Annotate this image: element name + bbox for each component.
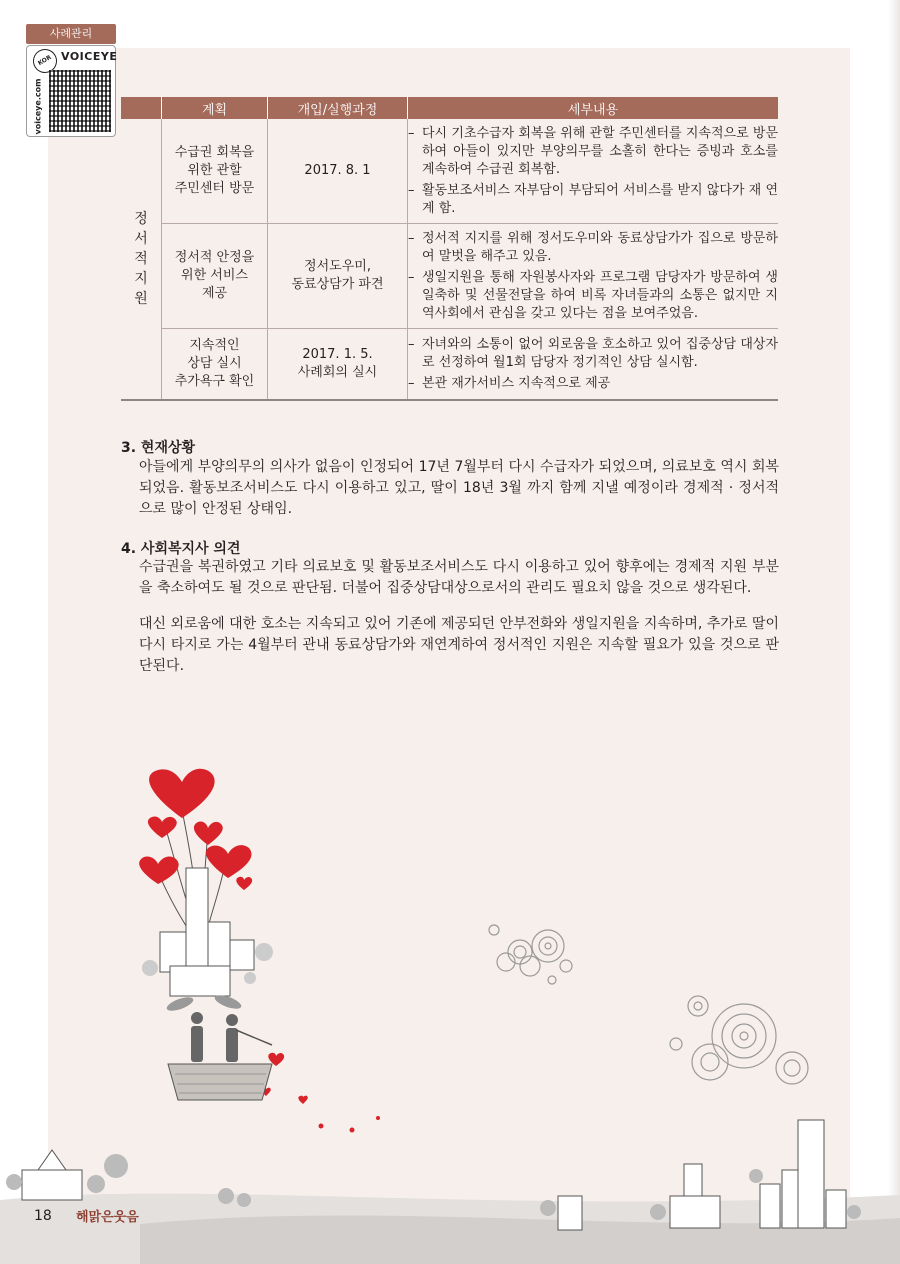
current-status-paragraph: 아들에게 부양의무의 의사가 없음이 인정되어 17년 7월부터 다시 수급자가 되었으며, 의료보호 역시 회복되었음. 활동보조서비스도 다시 이용하고 있고, 딸이 18년 3월 까지 함께 지낼 예정이라 경제적 · 정서적으로 많이 안정된 상태임. [139, 459, 779, 517]
swirl-circles [489, 925, 808, 1084]
heart-icon [149, 769, 215, 818]
plan-line: 추가욕구 확인 [174, 374, 255, 389]
plan-line: 주민센터 방문 [174, 181, 255, 196]
process-line: 2017. 8. 1 [304, 163, 371, 178]
detail-item: – 본관 재가서비스 지속적으로 제공 [408, 375, 611, 391]
plan-line: 정서적 안정을 [174, 250, 255, 265]
plan-line: 수급권 회복을 [174, 145, 255, 160]
city-skyline [0, 1120, 900, 1264]
detail-text: 정서적 지지를 위해 정서도우미와 동료상담가가 집으로 방문하여 말벗을 해주고 있음. [422, 230, 778, 264]
heart-icon [206, 845, 252, 878]
table-header-plan: 계획 [162, 97, 268, 119]
magazine-logo: 해맑은웃음 [76, 1210, 139, 1225]
detail-item: – 활동보조서비스 자부담이 부담되어 서비스를 받지 않다가 재 연계 함. [408, 182, 778, 216]
detail-text: 본관 재가서비스 지속적으로 제공 [422, 375, 611, 391]
heart-icon [148, 816, 177, 838]
detail-text: 활동보조서비스 자부담이 부담되어 서비스를 받지 않다가 재 연계 함. [422, 182, 778, 216]
section-tab: 사례관리 [26, 24, 116, 44]
heart-balloon-illustration [139, 769, 380, 1133]
process-line: 사례회의 실시 [297, 365, 378, 380]
heart-icon [298, 1096, 307, 1104]
category-label: 정서적지원 [134, 211, 148, 307]
process-line: 정서도우미, [304, 259, 371, 274]
detail-item: – 자녀와의 소통이 없어 외로움을 호소하고 있어 집중상담 대상자로 선정하여 월1회 담당자 정기적인 상담 실시함. [408, 336, 778, 370]
page-number: 18 [34, 1208, 52, 1224]
detail-text: 다시 기초수급자 회복을 위해 관할 주민센터를 지속적으로 방문하여 아들이 있지만 부양의무를 소홀히 한다는 증빙과 호소를 계속하여 수급권 회복함. [422, 125, 778, 177]
detail-item: – 다시 기초수급자 회복을 위해 관할 주민센터를 지속적으로 방문하여 아들이 있지만 부양의무를 소홀히 한다는 증빙과 호소를 계속하여 수급권 회복함. [408, 125, 778, 177]
detail-text: 자녀와의 소통이 없어 외로움을 호소하고 있어 집중상담 대상자로 선정하여 월1회 담당자 정기적인 상담 실시함. [422, 336, 778, 370]
heart-icon [194, 821, 223, 845]
heart-icon [139, 856, 178, 884]
process-line: 2017. 1. 5. [302, 347, 373, 362]
plan-line: 상담 실시 [187, 356, 242, 371]
plan-line: 위한 관할 [187, 163, 242, 178]
plan-line: 제공 [201, 286, 228, 301]
detail-text: 생일지원을 통해 자원봉사자와 프로그램 담당자가 방문하여 생일축하 및 선물전달을 하여 비록 자녀들과의 소통은 없지만 지역사회에서 관심을 갖고 있다는 점을 보여주었음. [422, 269, 778, 321]
section-heading-social-worker-opinion: 4. 사회복지사 의견 [121, 541, 241, 557]
kor-badge-icon: KOR [29, 45, 62, 78]
section-heading-current-status: 3. 현재상황 [121, 440, 196, 456]
plan-line: 지속적인 [189, 338, 240, 353]
voiceye-logo: VOICEYE [61, 50, 118, 63]
voiceye-url: voiceye.com [33, 78, 43, 135]
table-header-process: 개입/실행과정 [268, 97, 408, 119]
detail-item: – 정서적 지지를 위해 정서도우미와 동료상담가가 집으로 방문하여 말벗을 해주고 있음. [408, 230, 778, 264]
process-line: 동료상담가 파견 [291, 277, 384, 292]
table-header-details: 세부내용 [408, 97, 779, 119]
plan-line: 위한 서비스 [181, 268, 248, 283]
opinion-paragraph: 대신 외로움에 대한 호소는 지속되고 있어 기존에 제공되던 안부전화와 생일지원을 지속하며, 추가로 딸이 다시 타지로 가는 4월부터 관내 동료상담가와 재연계하여 정서적인 지원은 지속할 필요가 있을 것으로 판단된다. [139, 616, 779, 674]
heart-icon [236, 877, 252, 890]
detail-item: – 생일지원을 통해 자원봉사자와 프로그램 담당자가 방문하여 생일축하 및 선물전달을 하여 비록 자녀들과의 소통은 없지만 지역사회에서 관심을 갖고 있다는 점을 보여주었음. [408, 269, 778, 321]
opinion-paragraph: 수급권을 복권하였고 기타 의료보호 및 활동보조서비스도 다시 이용하고 있어 향후에는 경제적 지원 부분을 축소하여도 될 것으로 판단됨. 더불어 집중상담대상으로서의 관리도 필요치 않을 것으로 생각된다. [139, 559, 779, 596]
